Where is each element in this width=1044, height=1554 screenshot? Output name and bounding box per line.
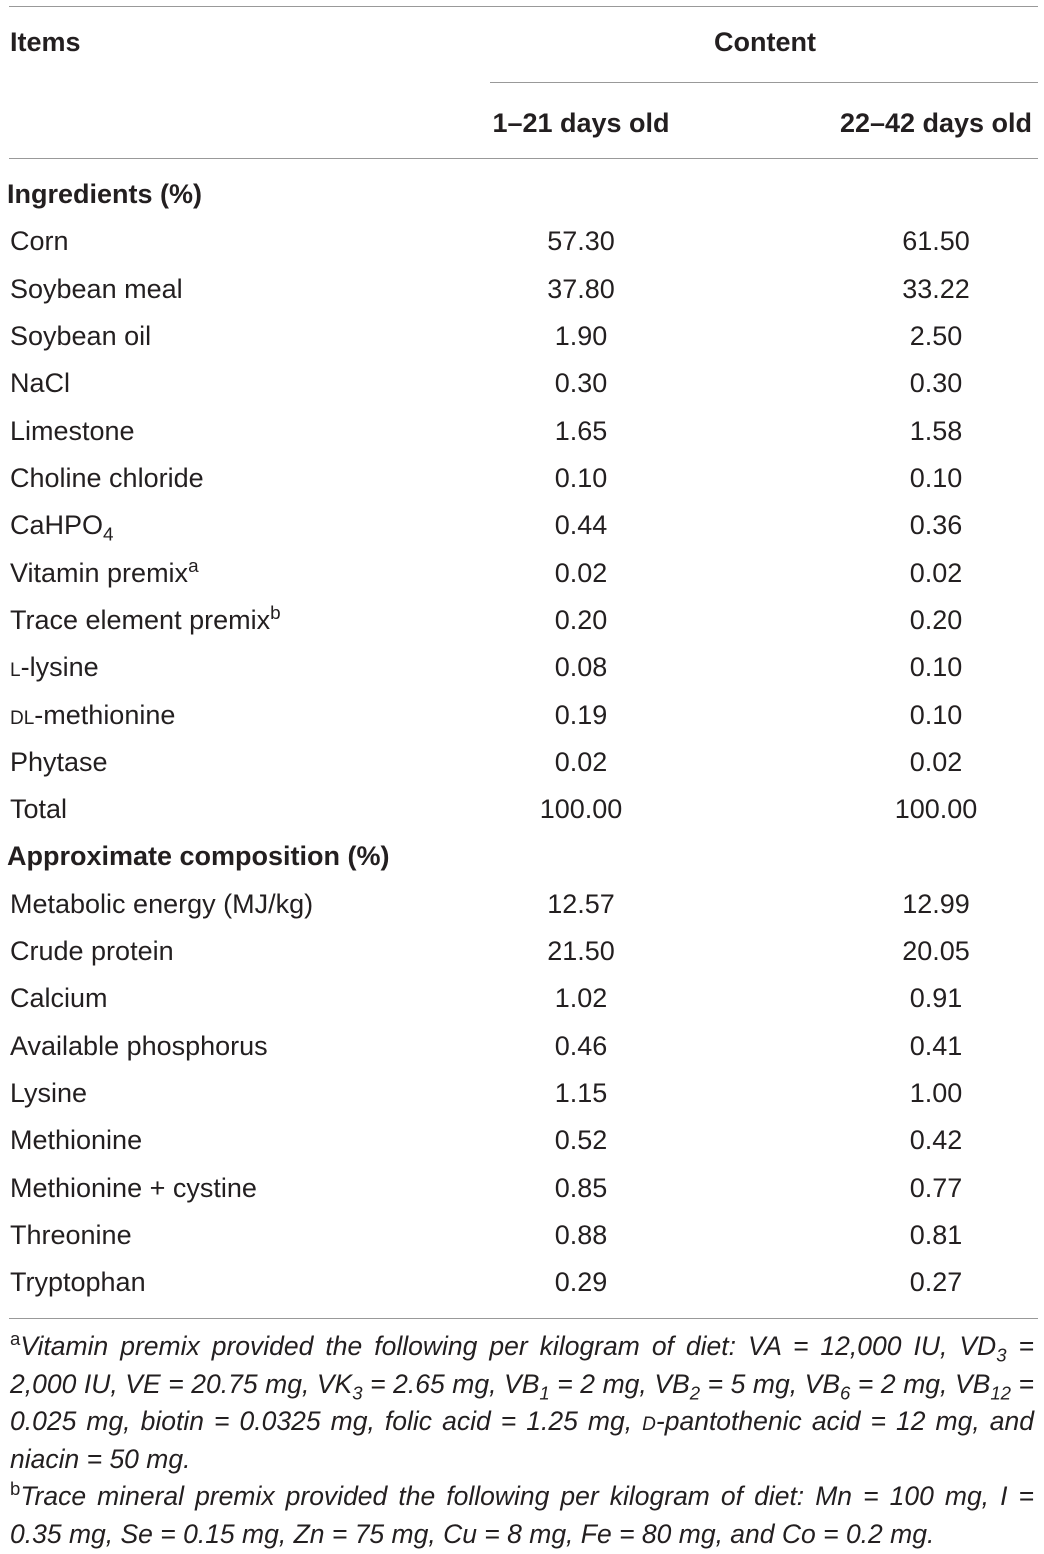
row-label: Metabolic energy (MJ/kg) <box>10 889 314 919</box>
row-value-22-42: 12.99 <box>902 889 970 919</box>
row-value-1-21: 21.50 <box>547 936 615 966</box>
row-value-1-21: 0.10 <box>554 463 608 493</box>
row-value-1-21: 0.85 <box>554 1173 608 1203</box>
row-value-22-42: 0.27 <box>909 1267 963 1297</box>
row-value-22-42: 0.10 <box>909 652 963 682</box>
row-value-1-21: 0.02 <box>554 558 608 588</box>
row-label: NaCl <box>10 368 71 398</box>
row-value-1-21: 57.30 <box>547 226 615 256</box>
bottom-rule <box>9 1318 1038 1319</box>
row-label: Crude protein <box>10 936 174 966</box>
header-items: Items <box>10 27 81 57</box>
row-value-22-42: 0.30 <box>909 368 963 398</box>
row-label: Soybean meal <box>10 274 183 304</box>
row-value-1-21: 0.29 <box>554 1267 608 1297</box>
row-label: Tryptophan <box>10 1267 146 1297</box>
row-value-22-42: 2.50 <box>909 321 963 351</box>
row-value-22-42: 61.50 <box>902 226 970 256</box>
row-value-1-21: 100.00 <box>539 794 623 824</box>
header-content: Content <box>714 27 816 57</box>
row-label: Lysine <box>10 1078 88 1108</box>
row-value-22-42: 20.05 <box>902 936 970 966</box>
row-value-22-42: 0.20 <box>909 605 963 635</box>
row-value-22-42: 0.42 <box>909 1125 963 1155</box>
row-value-1-21: 0.46 <box>554 1031 608 1061</box>
row-label: Soybean oil <box>10 321 152 351</box>
footnote-a: $^a$Vitamin premix provided the following per kilogram of diet: VA = 12,000 IU, $VD_3 = 2,000$ IU, VE = 20.75 mg, $VK_3 = 2.65$ mg, $VB_1 = 2$ mg, $VB_2 = 5$ mg, $VB_6 = 2$ mg, $VB_{12} = 0.025$ mg, biotin = 0.0325 mg, folic acid = 1.25 mg, d-pantothenic acid = 12 mg, and niacin = 50 mg. <box>10 1328 1035 1474</box>
row-label: Phytase <box>10 747 108 777</box>
row-label: Corn <box>10 226 69 256</box>
row-value-22-42: 1.00 <box>909 1078 963 1108</box>
row-value-1-21: 0.19 <box>554 700 608 730</box>
row-value-1-21: 1.02 <box>554 983 608 1013</box>
header-col1: 1–21 days old <box>492 108 670 138</box>
row-value-1-21: 12.57 <box>547 889 615 919</box>
row-value-22-42: 0.10 <box>909 463 963 493</box>
row-value-1-21: 1.90 <box>554 321 608 351</box>
row-value-22-42: 1.58 <box>909 416 963 446</box>
row-value-22-42: 0.02 <box>909 558 963 588</box>
section-composition: Approximate composition (%) <box>7 841 390 871</box>
row-value-22-42: 0.91 <box>909 983 963 1013</box>
row-value-1-21: 37.80 <box>547 274 615 304</box>
row-label: dl-methionine <box>10 700 176 730</box>
row-value-1-21: 0.52 <box>554 1125 608 1155</box>
top-rule <box>9 6 1038 7</box>
row-value-22-42: 0.77 <box>909 1173 963 1203</box>
row-value-1-21: 0.30 <box>554 368 608 398</box>
row-label: Choline chloride <box>10 463 204 493</box>
row-value-1-21: 0.02 <box>554 747 608 777</box>
row-label: Threonine <box>10 1220 132 1250</box>
row-label: Methionine <box>10 1125 143 1155</box>
row-value-22-42: 33.22 <box>902 274 970 304</box>
row-value-22-42: 0.81 <box>909 1220 963 1250</box>
row-label: Calcium <box>10 983 108 1013</box>
row-label: Methionine + cystine <box>10 1173 257 1203</box>
row-value-1-21: 0.88 <box>554 1220 608 1250</box>
row-value-1-21: 0.08 <box>554 652 608 682</box>
row-value-22-42: 0.41 <box>909 1031 963 1061</box>
row-label: Limestone <box>10 416 135 446</box>
row-value-1-21: 0.44 <box>554 510 608 540</box>
row-label: Available phosphorus <box>10 1031 268 1061</box>
row-value-22-42: 0.02 <box>909 747 963 777</box>
row-value-1-21: 1.15 <box>554 1078 608 1108</box>
row-value-22-42: 100.00 <box>894 794 978 824</box>
footnote-b: $^b$Trace mineral premix provided the following per kilogram of diet: Mn = 100 mg, I = 0.35 mg, Se = 0.15 mg, Zn = 75 mg, Cu = 8 mg, Fe = 80 mg, and Co = 0.2 mg. <box>10 1478 1034 1549</box>
row-value-22-42: 0.10 <box>909 700 963 730</box>
row-label: Trace element premix$^b$ <box>10 603 281 635</box>
footnote-marker: b <box>10 1478 21 1500</box>
content-rule <box>490 82 1038 83</box>
row-label: CaHPO$_4$ <box>10 510 114 546</box>
section-ingredients: Ingredients (%) <box>7 179 203 209</box>
footnote-marker: a <box>10 1328 21 1350</box>
row-value-22-42: 0.36 <box>909 510 963 540</box>
row-label: Vitamin premix$^a$ <box>10 556 199 588</box>
row-label: Total <box>10 794 68 824</box>
row-label: l-lysine <box>10 652 99 682</box>
footnotes <box>10 1328 1034 1553</box>
row-value-1-21: 0.20 <box>554 605 608 635</box>
header-col2: 22–42 days old <box>839 108 1033 138</box>
row-value-1-21: 1.65 <box>554 416 608 446</box>
header-rule <box>9 158 1038 159</box>
